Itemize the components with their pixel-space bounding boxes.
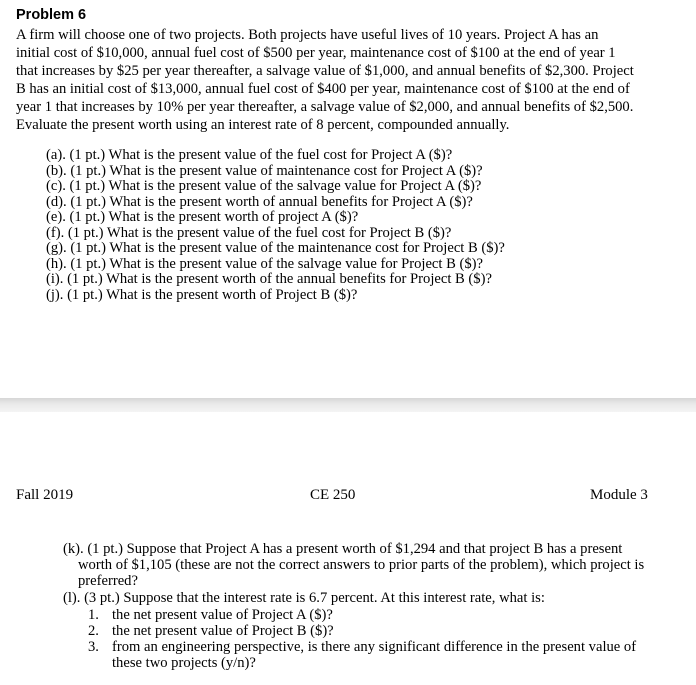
item-number: 2. [88,623,99,639]
question-l-items [88,607,636,671]
item-text: the net present value of Project B ($)? [112,623,334,639]
problem-statement [16,26,680,134]
question-k-line: (k). (1 pt.) Suppose that Project A has a present worth of $1,294 and that project B has a present [63,541,623,557]
item-number: 3. [88,639,99,655]
question-k [63,541,678,589]
statement-line: year 1 that increases by 10% per year thereafter, a salvage value of $2,000, and annual benefits of $2,500. [16,99,634,115]
question-b: (b). (1 pt.) What is the present value of maintenance cost for Project A ($)? [46,162,483,179]
question-i: (i). (1 pt.) What is the present worth of the annual benefits for Project B ($)? [46,271,492,287]
item-text: from an engineering perspective, is there any significant difference in the present value of [112,639,637,655]
question-j: (j). (1 pt.) What is the present worth of Project B ($)? [46,286,358,303]
question-l-item-2 [88,623,636,639]
question-g: (g). (1 pt.) What is the present value of the maintenance cost for Project B ($)? [46,240,505,256]
statement-line: Evaluate the present worth using an interest rate of 8 percent, compounded annually. [16,117,510,133]
question-list [46,148,505,303]
problem-title: Problem 6 [16,7,87,23]
statement-line: B has an initial cost of $13,000, annual fuel cost of $400 per year, maintenance cost of $100 at the end of [16,81,630,97]
question-k-line: worth of $1,105 (these are not the correct answers to prior parts of the problem), which project is [78,557,645,573]
question-k-line: preferred? [78,573,138,589]
header-module: Module 3 [590,487,648,503]
page-separator [0,398,696,412]
question-h: (h). (1 pt.) What is the present value of the salvage value for Project B ($)? [46,255,483,272]
question-d: (d). (1 pt.) What is the present worth of annual benefits for Project A ($)? [46,193,473,210]
question-l-item-1 [88,607,636,623]
question-l: (l). (3 pt.) Suppose that the interest rate is 6.7 percent. At this interest rate, what is: [63,590,545,606]
header-course: CE 250 [310,487,356,503]
question-a: (a). (1 pt.) What is the present value of the fuel cost for Project A ($)? [46,147,453,163]
header-semester: Fall 2019 [16,487,74,503]
statement-line: A firm will choose one of two projects. Both projects have useful lives of 10 years. Project A has an [16,27,599,43]
question-l-item-3 [88,639,636,671]
question-f: (f). (1 pt.) What is the present value of the fuel cost for Project B ($)? [46,224,452,241]
item-text-continued: these two projects (y/n)? [112,655,256,671]
statement-line: initial cost of $10,000, annual fuel cost of $500 per year, maintenance cost of $100 at the end of year 1 [16,45,616,61]
item-text: the net present value of Project A ($)? [112,607,333,623]
statement-line: that increases by $25 per year thereafter, a salvage value of $1,000, and annual benefits of $2,300. Project [16,63,634,79]
question-e: (e). (1 pt.) What is the present worth of project A ($)? [46,209,359,225]
question-c: (c). (1 pt.) What is the present value of the salvage value for Project A ($)? [46,178,482,194]
item-number: 1. [88,607,99,623]
